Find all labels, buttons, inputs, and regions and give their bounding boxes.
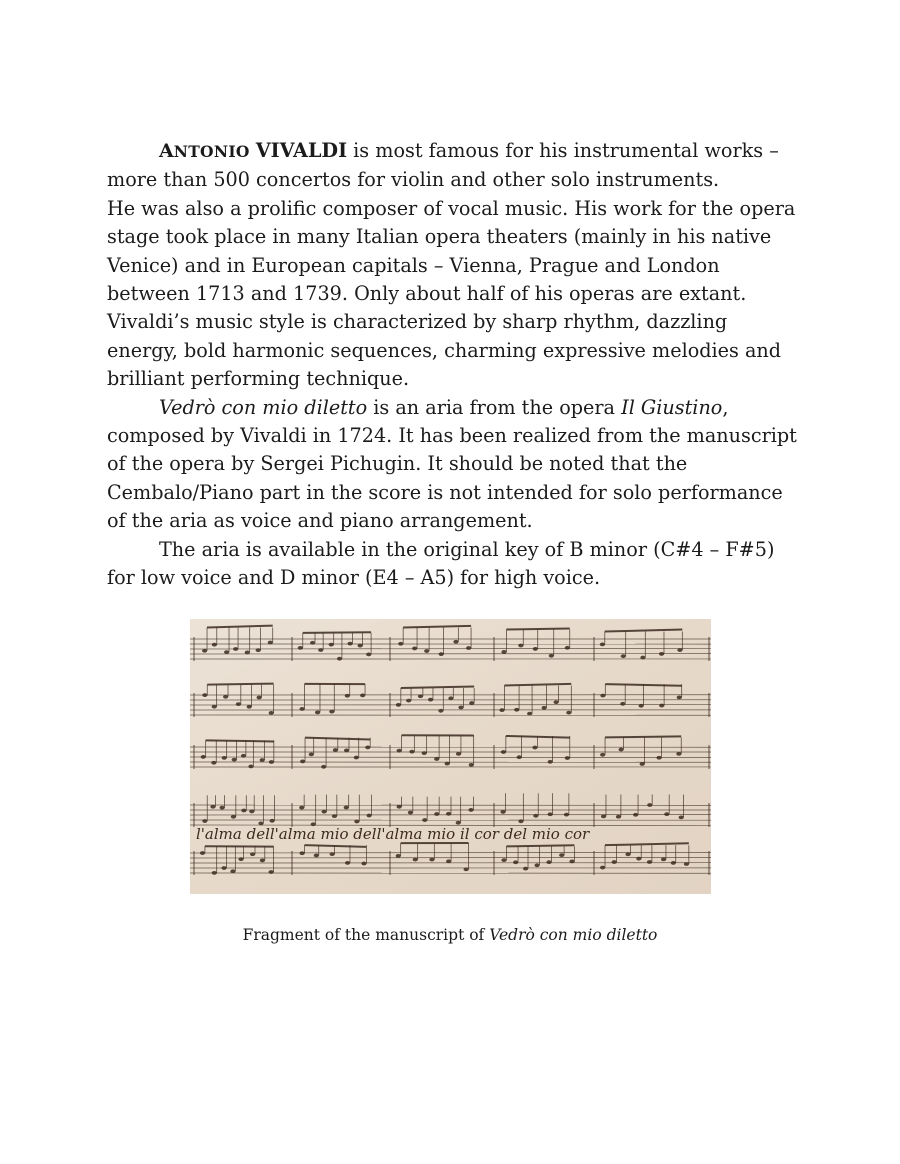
notehead bbox=[639, 704, 644, 708]
note-beam bbox=[506, 845, 574, 846]
notehead bbox=[434, 812, 439, 816]
notehead bbox=[548, 760, 553, 764]
notehead bbox=[366, 814, 371, 818]
notehead bbox=[332, 814, 337, 818]
notehead bbox=[501, 650, 506, 654]
notehead bbox=[600, 643, 605, 647]
notehead bbox=[464, 867, 469, 871]
notehead bbox=[468, 808, 473, 812]
notehead bbox=[439, 652, 444, 656]
notehead bbox=[397, 749, 402, 753]
notehead bbox=[398, 642, 403, 646]
notehead bbox=[569, 859, 574, 863]
notehead bbox=[299, 806, 304, 810]
notehead bbox=[429, 858, 434, 862]
notehead bbox=[221, 866, 226, 870]
name-surname: VIVALDI bbox=[255, 139, 348, 162]
notehead bbox=[621, 654, 626, 658]
notehead bbox=[200, 851, 205, 855]
notehead bbox=[333, 748, 338, 752]
notehead bbox=[684, 862, 689, 866]
notehead bbox=[232, 758, 237, 762]
notehead bbox=[309, 752, 314, 756]
name-initial: A bbox=[159, 140, 174, 162]
notehead bbox=[321, 765, 326, 769]
opera-title: Il Giustino bbox=[621, 395, 723, 419]
notehead bbox=[659, 652, 664, 656]
notehead bbox=[446, 812, 451, 816]
notehead bbox=[534, 863, 539, 867]
paragraph-aria bbox=[107, 394, 797, 536]
notehead bbox=[446, 859, 451, 863]
notehead bbox=[533, 647, 538, 651]
intro-rest: He was also a prolific composer of vocal music. His work for the opera stage took place in many Italian opera theaters (mainly in his native Venice) and in European capitals – Vienna, Prague and London between 1713 and 1739. Only about half of his operas are extant. Vivaldi’s music style is characterized by sharp rhythm, dazzling energy, bold harmonic sequences, charming expressive melodies and brilliant performing technique. bbox=[107, 196, 796, 391]
notehead bbox=[220, 806, 225, 810]
notehead bbox=[409, 750, 414, 754]
note-beam bbox=[605, 736, 681, 737]
notehead bbox=[260, 758, 265, 762]
aria-title: Vedrò con mio diletto bbox=[159, 395, 368, 419]
notehead bbox=[527, 712, 532, 716]
intro-line-1: is most famous for his instrumental works – bbox=[347, 139, 779, 162]
notehead bbox=[406, 699, 411, 703]
notehead bbox=[269, 760, 274, 764]
body-text bbox=[107, 137, 797, 593]
notehead bbox=[241, 809, 246, 813]
notehead bbox=[212, 643, 217, 647]
notehead bbox=[315, 710, 320, 714]
notehead bbox=[565, 646, 570, 650]
name-smallcaps: NTONIO bbox=[173, 142, 250, 161]
notehead bbox=[445, 762, 450, 766]
notehead bbox=[466, 646, 471, 650]
notehead bbox=[260, 859, 265, 863]
notehead bbox=[224, 650, 229, 654]
notehead bbox=[358, 644, 363, 648]
notehead bbox=[268, 641, 273, 645]
notehead bbox=[458, 706, 463, 710]
notehead bbox=[677, 696, 682, 700]
note-beam bbox=[303, 632, 371, 633]
notehead bbox=[438, 709, 443, 713]
notehead bbox=[212, 705, 217, 709]
notehead bbox=[248, 765, 253, 769]
notehead bbox=[636, 857, 641, 861]
notehead bbox=[616, 815, 621, 819]
notehead bbox=[408, 811, 413, 815]
aria-text-b: , composed by Vivaldi in 1724. It has been realized from the manuscript of the opera by Sergei Pichugin. It should be noted that the Cembalo/Piano part in the score is not intended for solo performance of the aria as voice and piano arrangement. bbox=[107, 395, 797, 533]
notehead bbox=[566, 711, 571, 715]
notehead bbox=[223, 695, 228, 699]
notehead bbox=[397, 805, 402, 809]
notehead bbox=[549, 654, 554, 658]
notehead bbox=[559, 853, 564, 857]
notehead bbox=[347, 642, 352, 646]
notehead bbox=[233, 647, 238, 651]
notehead bbox=[533, 814, 538, 818]
notehead bbox=[542, 706, 547, 710]
notehead bbox=[418, 694, 423, 698]
notehead bbox=[532, 746, 537, 750]
notehead bbox=[256, 648, 261, 652]
notehead bbox=[448, 696, 453, 700]
notehead bbox=[238, 857, 243, 861]
notehead bbox=[612, 860, 617, 864]
notehead bbox=[620, 702, 625, 706]
notehead bbox=[677, 648, 682, 652]
notehead bbox=[523, 867, 528, 871]
notehead bbox=[366, 653, 371, 657]
notehead bbox=[247, 705, 252, 709]
notehead bbox=[329, 643, 334, 647]
notehead bbox=[202, 819, 207, 823]
notehead bbox=[413, 858, 418, 862]
notehead bbox=[300, 707, 305, 711]
notehead bbox=[647, 860, 652, 864]
notehead bbox=[396, 854, 401, 858]
notehead bbox=[424, 649, 429, 653]
notehead bbox=[676, 752, 681, 756]
notehead bbox=[453, 640, 458, 644]
notehead bbox=[360, 694, 365, 698]
note-beam bbox=[207, 684, 273, 685]
notehead bbox=[201, 755, 206, 759]
note-beam bbox=[506, 629, 569, 630]
notehead bbox=[600, 694, 605, 698]
notehead bbox=[300, 760, 305, 764]
notehead bbox=[601, 814, 606, 818]
notehead bbox=[412, 647, 417, 651]
notehead bbox=[656, 756, 661, 760]
notehead bbox=[354, 820, 359, 824]
notehead bbox=[664, 812, 669, 816]
manuscript-image bbox=[190, 619, 711, 894]
notehead bbox=[647, 803, 652, 807]
notehead bbox=[344, 806, 349, 810]
notehead bbox=[249, 810, 254, 814]
notehead bbox=[236, 702, 241, 706]
notehead bbox=[211, 761, 216, 765]
notehead bbox=[210, 805, 215, 809]
notehead bbox=[546, 860, 551, 864]
notehead bbox=[434, 757, 439, 761]
notehead bbox=[469, 763, 474, 767]
notehead bbox=[564, 813, 569, 817]
notehead bbox=[344, 748, 349, 752]
notehead bbox=[679, 815, 684, 819]
notehead bbox=[212, 871, 217, 875]
notehead bbox=[501, 750, 506, 754]
manuscript-lyrics: l'alma dell'alma mio dell'alma mio il cor del mio cor bbox=[196, 825, 590, 843]
notehead bbox=[300, 851, 305, 855]
notehead bbox=[345, 694, 350, 698]
notehead bbox=[269, 870, 274, 874]
notehead bbox=[245, 651, 250, 655]
notehead bbox=[513, 860, 518, 864]
paragraph-keys bbox=[107, 536, 797, 593]
keys-text: The aria is available in the original key of B minor (C#4 – F#5) for low voice and D minor (E4 – A5) for high voice. bbox=[107, 537, 775, 590]
notehead bbox=[202, 693, 207, 697]
aria-text-a: is an aria from the opera bbox=[367, 395, 622, 419]
notehead bbox=[428, 698, 433, 702]
notehead bbox=[600, 753, 605, 757]
notehead bbox=[517, 755, 522, 759]
notehead bbox=[365, 746, 370, 750]
notehead bbox=[659, 704, 664, 708]
notehead bbox=[671, 861, 676, 865]
notehead bbox=[361, 862, 366, 866]
notehead bbox=[565, 756, 570, 760]
notehead bbox=[231, 815, 236, 819]
notehead bbox=[661, 857, 666, 861]
notehead bbox=[269, 711, 274, 715]
notehead bbox=[600, 866, 605, 870]
notehead bbox=[298, 646, 303, 650]
notehead bbox=[548, 812, 553, 816]
notehead bbox=[640, 762, 645, 766]
notehead bbox=[250, 852, 255, 856]
notehead bbox=[422, 751, 427, 755]
notehead bbox=[202, 649, 207, 653]
notehead bbox=[640, 656, 645, 660]
notehead bbox=[318, 648, 323, 652]
notehead bbox=[322, 810, 327, 814]
notehead bbox=[633, 813, 638, 817]
intro-line-2: more than 500 concertos for violin and other solo instruments. bbox=[107, 168, 720, 192]
notehead bbox=[518, 819, 523, 823]
caption-italic: Vedrò con mio diletto bbox=[489, 926, 658, 944]
notehead bbox=[314, 854, 319, 858]
notehead bbox=[241, 754, 246, 758]
notehead bbox=[230, 869, 235, 873]
figure-caption bbox=[0, 926, 900, 944]
notehead bbox=[345, 861, 350, 865]
notehead bbox=[469, 701, 474, 705]
notehead bbox=[499, 708, 504, 712]
notehead bbox=[514, 708, 519, 712]
caption-text: Fragment of the manuscript of bbox=[242, 926, 490, 944]
notehead bbox=[396, 703, 401, 707]
notehead bbox=[618, 748, 623, 752]
notehead bbox=[270, 819, 275, 823]
notehead bbox=[625, 852, 630, 856]
notehead bbox=[310, 641, 315, 645]
notehead bbox=[222, 756, 227, 760]
notehead bbox=[422, 818, 427, 822]
notehead bbox=[456, 752, 461, 756]
manuscript-drawing bbox=[190, 619, 711, 894]
note-beam bbox=[206, 740, 274, 741]
notehead bbox=[257, 696, 262, 700]
notehead bbox=[330, 852, 335, 856]
notehead bbox=[518, 644, 523, 648]
notehead bbox=[554, 700, 559, 704]
notehead bbox=[354, 756, 359, 760]
notehead bbox=[501, 858, 506, 862]
paragraph-vivaldi-intro bbox=[107, 137, 797, 394]
notehead bbox=[329, 710, 334, 714]
notehead bbox=[337, 657, 342, 661]
notehead bbox=[500, 810, 505, 814]
